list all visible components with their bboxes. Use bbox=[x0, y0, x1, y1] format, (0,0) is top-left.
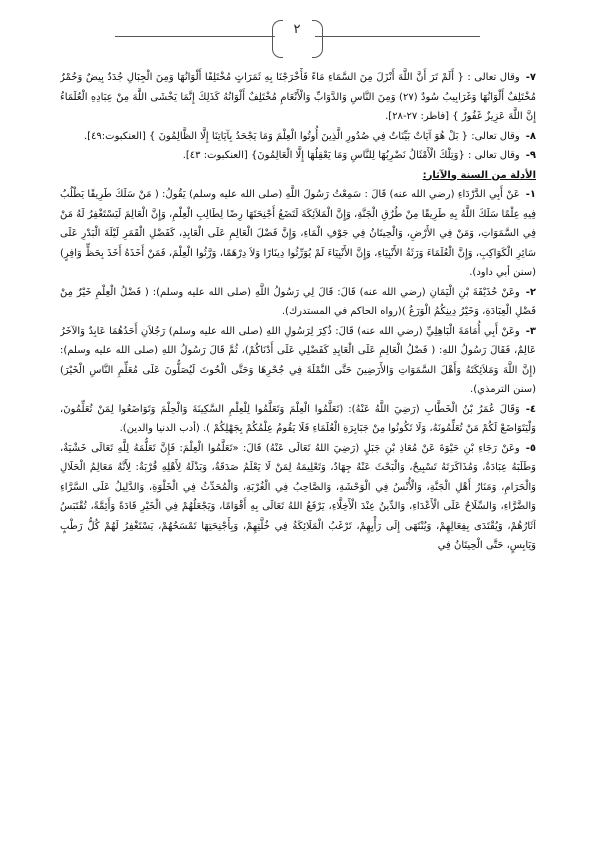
item-number: ٩- bbox=[525, 150, 536, 161]
hadith-paragraph bbox=[60, 322, 536, 400]
paragraph-text: وقال تعالى: { بَلْ هُوَ آيَاتٌ بَيِّنَاتٌ فِي صُدُورِ الَّذِينَ أُوتُوا الْعِلْمَ وَمَا يَجْحَدُ بِآيَاتِنَا إِلَّا الظَّالِمُونَ } [العنكبوت:٤٩]. bbox=[83, 130, 520, 142]
paragraph-text: وقال تعالى : {وَتِلْكَ الْأَمْثَالُ نَضْرِبُهَا لِلنَّاسِ وَمَا يَعْقِلُهَا إِلَّا الْعَالِمُونَ} [العنكبوت: ٤٣]. bbox=[182, 150, 520, 161]
document-body bbox=[60, 68, 536, 830]
paragraph-text: وعَنْ حُذَيْفَةَ بْنِ الْيَمَانِ (رضي الله عنه) قَالَ: قَالَ لِي رَسُولُ اللَّهِ (صلى الله عليه وسلم): ( فَضْلُ الْعِلْمِ خَيْرٌ مِنْ فَضْلِ الْعِبَادَةِ، وَخَيْرُ دِينِكُمُ الْوَرَعُ )(رواه الحاكم في المستدرك). bbox=[60, 286, 536, 317]
item-number: ٤- bbox=[525, 403, 536, 415]
paragraph-text: عَنْ أَبِي الدَّرْدَاءِ (رضي الله عنه) قَالَ : سَمِعْتُ رَسُولَ اللَّهِ (صلى الله عليه وسلم) يَقُولُ: ( مَنْ سَلَكَ طَرِيقًا يَطْلُبُ فِيهِ عِلْمًا سَلَكَ اللَّهُ بِهِ طَرِيقًا مِنْ طُرُقِ الْجَنَّةِ، وَإِنَّ الْمَلاَئِكَةَ لَتَضَعُ أَجْنِحَتَهَا رِضًا لِطَالِبِ الْعِلْمِ، وَإِنَّ الْعَالِمَ لَيَسْتَغْفِرُ لَهُ مَنْ فِي السَّمَوَاتِ، وَمَنْ فِي الأَرْضِ، وَالْحِيتَانُ فِي جَوْفِ الْمَاءِ، وَإِنَّ فَضْلَ الْعَالِمِ عَلَى الْعَابِدِ، كَفَضْلِ الْقَمَرِ لَيْلَةَ الْبَدْرِ عَلَى سَائِرِ الْكَوَاكِبِ، وَإِنَّ الْعُلَمَاءَ وَرَثَةُ الأَنْبِيَاءِ، وَإِنَّ الأَنْبِيَاءَ لَمْ يُوَرِّثُوا دِينَارًا وَلاَ دِرْهَمًا، وَرَّثُوا الْعِلْمَ، فَمَنْ أَخَذَهُ أَخَذَ بِحَظٍّ وَافِرٍ) (سنن أبي داود). bbox=[60, 189, 536, 278]
paragraph-text: وَقَالَ عُمَرُ بْنُ الْخَطَّابِ (رَضِيَ اللَّهُ عَنْهُ): (تَعَلَّمُوا الْعِلْمَ وَتَعَلَّمُوا لِلْعِلْمِ السَّكِينَةَ وَالْحِلْمَ وَتَوَاضَعُوا لِمَنْ تُعَلِّمُونَ، وَلْيَتَوَاضَعْ لَكُمْ مَنْ تُعَلِّمُونَهُ، وَلَا تَكُونُوا مِنْ جَبَابِرَةِ الْعُلَمَاءِ فَلَا يَقُومُ عِلْمُكُمْ بِجَهْلِكُمْ ). (أدب الدنيا والدين). bbox=[60, 403, 536, 434]
item-number: ١- bbox=[525, 189, 536, 200]
paragraph-text: وعَنْ أَبِي أُمَامَةَ الْبَاهِلِيِّ (رضي الله عنه) قَالَ: ذُكِرَ لِرَسُولِ اللهِ (صلى الله عليه وسلم) رَجُلاَنِ أَحَدُهُمَا عَابِدٌ وَالآخَرُ عَالِمٌ، فَقَالَ رَسُولُ اللهِ: ( فَضْلُ الْعَالِمِ عَلَى الْعَابِدِ كَفَضْلِي عَلَى أَدْنَاكُمْ)، ثُمَّ قَالَ رَسُولُ اللهِ (صلى الله عليه وسلم): (إِنَّ اللَّهَ وَمَلاَئِكَتَهُ وَأَهْلَ السَّمَوَاتِ وَالأَرَضِينَ حَتَّى النَّمْلَةَ فِي جُحْرِهَا وَحَتَّى الْحُوتَ لَيُصَلُّونَ عَلَى مُعَلِّمِ النَّاسِ الْخَيْرَ)(سنن الترمذي). bbox=[60, 325, 536, 395]
item-number: ٧- bbox=[525, 72, 536, 83]
page-number-bracket-right bbox=[312, 20, 323, 58]
paragraph-text: وقال تعالى : { أَلَمْ تَرَ أَنَّ اللَّهَ أَنْزَلَ مِنَ السَّمَاءِ مَاءً فَأَخْرَجْنَا بِهِ ثَمَرَاتٍ مُخْتَلِفًا أَلْوَانُهَا وَمِنَ الْجِبَالِ جُدَدٌ بِيضٌ وَحُمْرٌ مُخْتَلِفٌ أَلْوَانُهَا وَغَرَابِيبُ سُودٌ (٢٧) وَمِنَ النَّاسِ وَالدَّوَابِّ وَالْأَنْعَامِ مُخْتَلِفٌ أَلْوَانُهُ كَذَلِكَ إِنَّمَا يَخْشَى اللَّهَ مِنْ عِبَادِهِ الْعُلَمَاءُ إِنَّ اللَّهَ عَزِيزٌ غَفُورٌ } [فاطر: ٢٧-٢٨]. bbox=[60, 72, 536, 122]
hadith-paragraph bbox=[60, 185, 536, 283]
section-heading: الأدلة من السنة والآثار: bbox=[422, 169, 536, 181]
verse-paragraph bbox=[60, 68, 536, 127]
paragraph-text: وعَنْ رَجَاءِ بْنِ حَيْوَةَ عَنْ مُعَاذِ بْنِ جَبَلٍ (رَضِيَ اللهُ تَعَالَى عَنْهُ) قَالَ: «تَعَلَّمُوا الْعِلْمَ: فَإِنَّ تَعَلُّمَهُ لِلَّهِ تَعَالَى خَشْيَةٌ، وَطَلَبَهُ عِبَادَةٌ، وَمُذَاكَرَتَهُ تَسْبِيحٌ، وَالْبَحْثَ عَنْهُ جِهَادٌ، وَتَعْلِيمَهُ لِمَنْ لَا يَعْلَمُ صَدَقَةٌ، وَبَذْلَهُ لِأَهْلِهِ قُرْبَةٌ: لِأَنَّهُ مَعَالِمُ الْحَلَالِ وَالْحَرَامِ، وَمَنَارُ أَهْلِ الْجَنَّةِ، وَالْأُنْسُ فِي الْوَحْشَةِ، وَالصَّاحِبُ فِي الْغُرْبَةِ، وَالْمُحَدِّثُ فِي الْخَلْوَةِ، وَالدَّلِيلُ عَلَى السَّرَّاءِ وَالضَّرَّاءِ، وَالسِّلَاحُ عَلَى الْأَعْدَاءِ، وَالدِّينُ عِنْدَ الْأَخِلَّاءِ، يَرْفَعُ اللهُ تَعَالَى بِهِ أَقْوَامًا، وَيَجْعَلُهُمْ فِي الْخَيْرِ قَادَةً وَأَئِمَّةً، تُقْتَبَسُ آثَارُهُمْ، وَيُقْتَدَى بِفِعَالِهِمْ، وَيُنْتَهَى إِلَى رَأْيِهِمْ، تَرْغَبُ الْمَلَائِكَةُ فِي خُلَّتِهِمْ، وَبِأَجْنِحَتِهَا تَمْسَحُهُمْ، يَسْتَغْفِرُ لَهُمْ كُلُّ رَطْبٍ وَيَابِسٍ، حَتَّى الْحِيتَانُ فِي bbox=[60, 442, 536, 551]
verse-paragraph bbox=[60, 127, 536, 147]
item-number: ٥- bbox=[525, 442, 536, 454]
hadith-paragraph bbox=[60, 400, 536, 439]
item-number: ٨- bbox=[525, 130, 536, 142]
item-number: ٣- bbox=[525, 325, 536, 337]
page-number: ٢ bbox=[293, 22, 301, 37]
item-number: ٢- bbox=[525, 286, 536, 298]
header-rule-left bbox=[115, 36, 275, 37]
hadith-paragraph bbox=[60, 283, 536, 322]
header-rule-right bbox=[315, 36, 480, 37]
hadith-paragraph bbox=[60, 439, 536, 556]
verse-paragraph bbox=[60, 146, 536, 166]
